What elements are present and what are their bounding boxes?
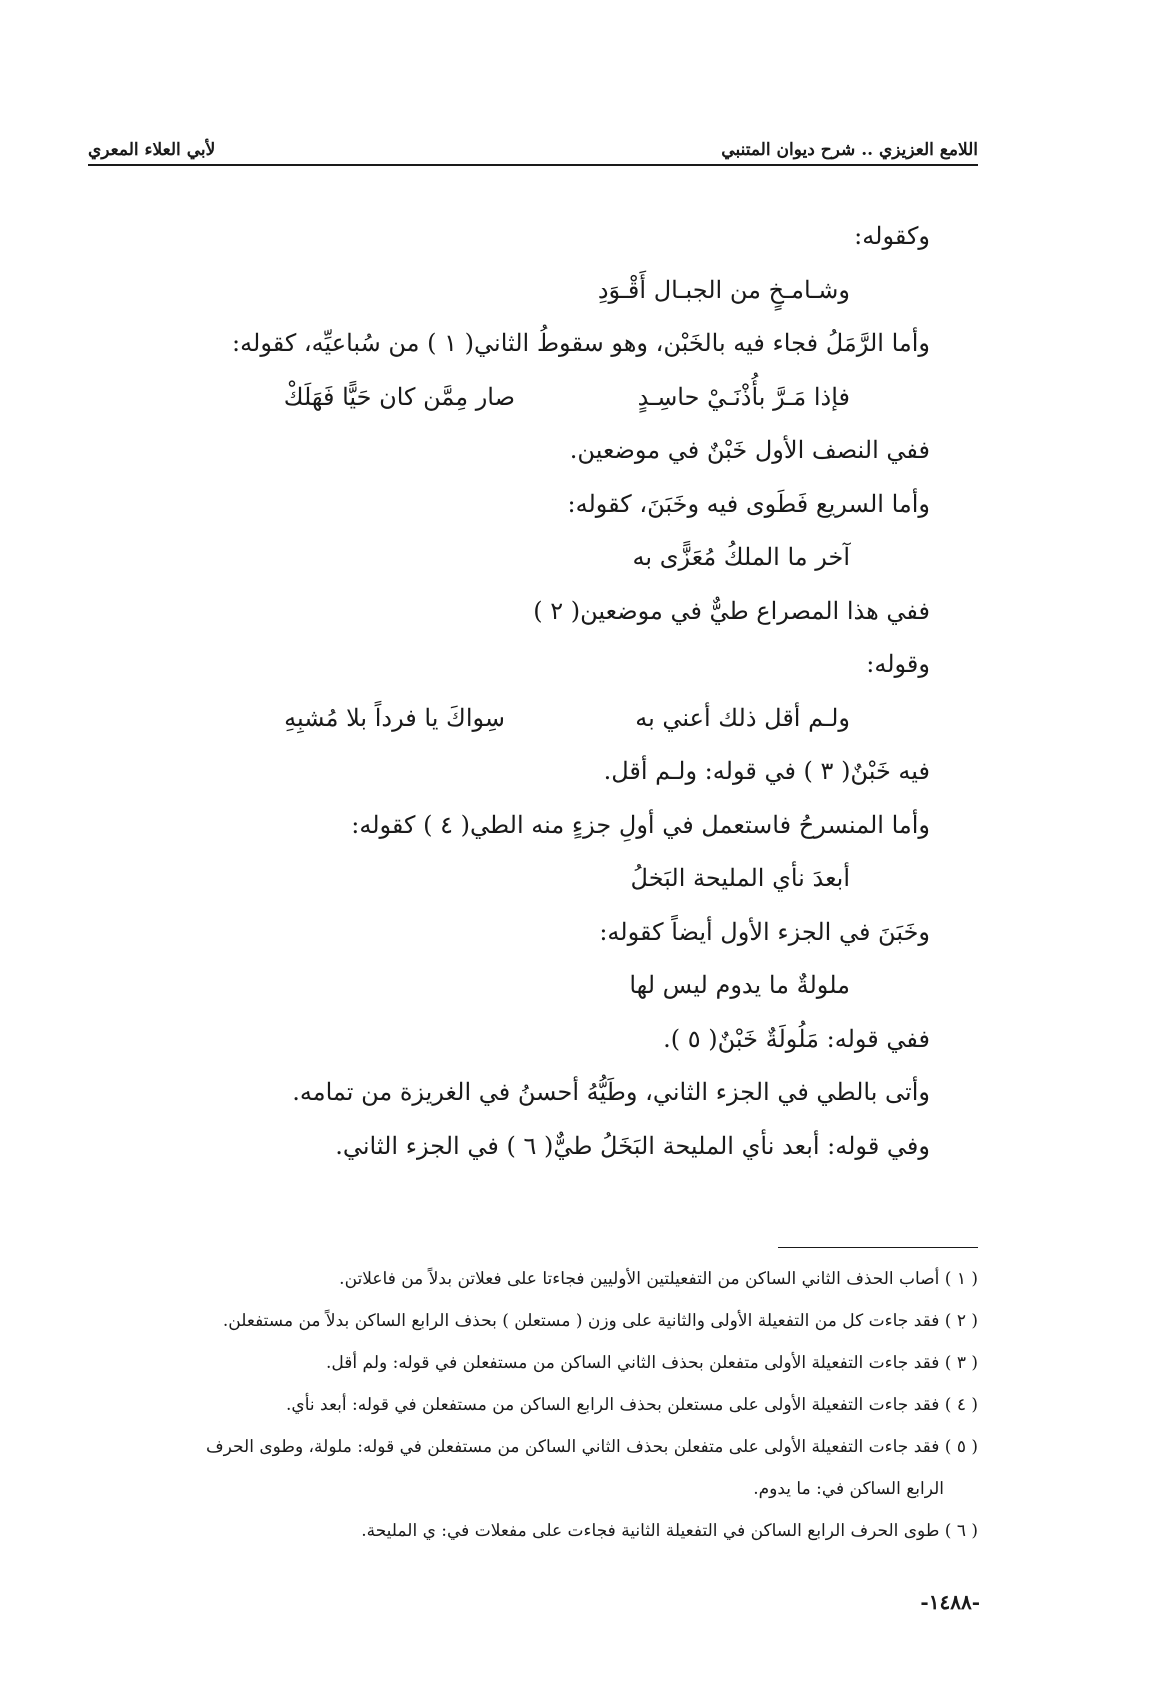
footnote: ( ٤ ) فقد جاءت التفعيلة الأولى على مستعلن بحذف الرابع الساكن من مستفعلن في قوله: أبعد نأي. [286,1395,978,1415]
text-line: وكقوله: [854,222,930,250]
text-line: وأما المنسرحُ فاستعمل في أولِ جزءٍ منه الطي( ٤ ) كقوله: [351,810,930,839]
text-line: ففي النصف الأول خَبْنٌ في موضعين. [569,436,930,464]
header-book-title: اللامع العزيزي .. شرح ديوان المتنبي [721,140,978,160]
footnote: ( ٦ ) طوى الحرف الرابع الساكن في التفعيلة الثانية فجاءت على مفعلات في: ي المليحة. [361,1521,978,1541]
footnotes [88,1258,978,1552]
text-line: وفي قوله: أبعد نأي المليحة البَخَلُ طيٌّ( ٦ ) في الجزء الثاني. [335,1131,930,1160]
text-line: وأتى بالطي في الجزء الثاني، وطَيُّهُ أحسنُ في الغريزة من تمامه. [292,1078,930,1106]
text-line: وقوله: [866,650,930,678]
text-line: وأما الرَّمَلُ فجاء فيه بالخَبْن، وهو سقوطُ الثاني( ١ ) من سُباعيِّه، كقوله: [232,329,930,357]
header-author: لأبي العلاء المعري [88,140,216,160]
verse-line: ملولةٌ ما يدوم ليس لها [629,971,850,999]
verse-second-hemistich: سِواكَ يا فرداً بلا مُشبِهِ [284,703,505,732]
verse-couplet [150,371,930,425]
verse-couplet [150,692,930,746]
running-header [88,124,978,160]
verse-line: آخر ما الملكُ مُعَزًّى به [632,543,850,571]
footnote-continuation: الرابع الساكن في: ما يدوم. [753,1479,944,1499]
text-line: وأما السريع فَطَوى فيه وخَبَنَ، كقوله: [567,489,930,518]
text-line: وخَبَنَ في الجزء الأول أيضاً كقوله: [599,917,930,946]
verse-line: وشـامـخٍ من الجبـال أَقْـوَدِ [597,275,850,304]
footnote-divider [778,1247,978,1248]
verse-line: أبعدَ نأي المليحة البَخلُ [630,864,850,892]
header-divider [88,164,978,166]
page-number: -١٤٨٨- [920,1590,980,1614]
footnote: ( ١ ) أصاب الحذف الثاني الساكن من التفعيلتين الأوليين فجاءتا على فعلاتن بدلاً من فاعلاتن. [339,1269,978,1289]
footnote: ( ٣ ) فقد جاءت التفعيلة الأولى متفعلن بحذف الثاني الساكن من مستفعلن في قوله: ولم أقل. [325,1353,978,1373]
footnote: ( ٥ ) فقد جاءت التفعيلة الأولى على متفعلن بحذف الثاني الساكن من مستفعلن في قوله: ملولة، وطوى الحرف [206,1437,978,1457]
footnote: ( ٢ ) فقد جاءت كل من التفعيلة الأولى والثانية على وزن ( مستعلن ) بحذف الرابع الساكن بدلاً من مستفعلن. [222,1311,978,1331]
verse-first-hemistich: فإذا مَـرَّ بأُذْنَـيْ حاسِـدٍ [637,382,850,411]
text-line: ففي قوله: مَلُولَةٌ خَبْنٌ( ٥ ). [663,1024,930,1053]
verse-first-hemistich: ولـم أقل ذلك أعني به [635,703,850,732]
verse-second-hemistich: صار مِمَّن كان حَيًّا فَهَلَكْ [283,382,515,411]
text-line: فيه خَبْنٌ( ٣ ) في قوله: ولـم أقل. [603,757,930,785]
text-line: ففي هذا المصراع طيٌّ في موضعين( ٢ ) [533,596,930,625]
main-text [150,210,930,1173]
